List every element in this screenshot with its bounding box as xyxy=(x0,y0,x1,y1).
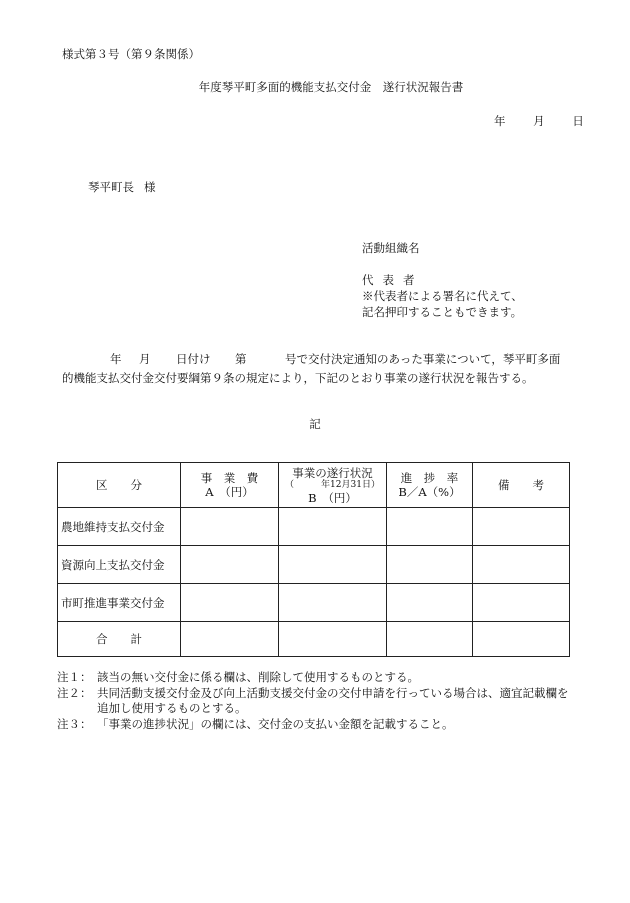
header-progress xyxy=(279,463,387,508)
org-name-label: 活動組織名 xyxy=(362,241,420,255)
note-item xyxy=(57,686,577,717)
note-label: 注２： xyxy=(57,685,92,700)
cell-cost[interactable] xyxy=(181,508,279,546)
header-remarks: 備 考 xyxy=(473,463,570,508)
table-row xyxy=(58,584,570,622)
cell-remarks[interactable] xyxy=(473,584,570,622)
representative-label: 代表者 xyxy=(362,273,424,287)
total-remarks[interactable] xyxy=(473,622,570,657)
header-progress-line3: B （円） xyxy=(308,490,357,505)
date-year: 年 xyxy=(494,114,506,128)
header-rate-line2: B／A（%） xyxy=(398,485,461,499)
cell-rate[interactable] xyxy=(387,584,473,622)
representative-note-2: 記名押印することもできます。 xyxy=(362,305,523,319)
row-category: 資源向上支払交付金 xyxy=(58,546,181,584)
note-label: 注３： xyxy=(57,716,92,731)
form-number: 様式第３号（第９条関係） xyxy=(62,47,200,61)
header-rate xyxy=(387,463,473,508)
header-cost-line2: A （円） xyxy=(205,485,254,499)
header-rate-line1: 進 捗 率 xyxy=(400,471,459,485)
body-line1-rest: 号で交付決定通知のあった事業について，琴平町多面 xyxy=(285,352,561,366)
row-category: 市町推進事業交付金 xyxy=(58,584,181,622)
table-row xyxy=(58,546,570,584)
table-total-row xyxy=(58,622,570,657)
header-category: 区 分 xyxy=(58,463,181,508)
progress-table xyxy=(57,462,570,657)
cell-progress[interactable] xyxy=(279,508,387,546)
body-line-1 xyxy=(62,351,560,367)
date-day: 日 xyxy=(572,114,584,128)
note-text: 「事業の進捗状況」の欄には、交付金の支払い金額を記載すること。 xyxy=(97,716,454,731)
cell-progress[interactable] xyxy=(279,584,387,622)
row-category: 農地維持支払交付金 xyxy=(58,508,181,546)
ki-heading: 記 xyxy=(309,417,321,431)
cell-rate[interactable] xyxy=(387,508,473,546)
cell-cost[interactable] xyxy=(181,546,279,584)
header-progress-line2: （ 年12月31日） xyxy=(285,479,380,490)
note-text: 該当の無い交付金に係る欄は、削除して使用するものとする。 xyxy=(97,670,419,684)
total-rate[interactable] xyxy=(387,622,473,657)
date-line xyxy=(494,113,584,129)
header-cost-line1: 事 業 費 xyxy=(200,471,259,485)
cell-remarks[interactable] xyxy=(473,546,570,584)
body-month: 月 xyxy=(139,352,151,366)
total-label: 合 計 xyxy=(58,622,181,657)
document-title: 年度琴平町多面的機能支払交付金 遂行状況報告書 xyxy=(198,80,464,94)
notes-section xyxy=(57,670,577,732)
header-cost xyxy=(181,463,279,508)
table-row xyxy=(58,508,570,546)
note-item xyxy=(57,717,577,733)
addressee xyxy=(88,179,156,195)
addressee-honorific: 様 xyxy=(144,180,156,194)
cell-progress[interactable] xyxy=(279,546,387,584)
note-item xyxy=(57,670,577,686)
body-line-2: 的機能支払交付金交付要綱第９条の規定により，下記のとおり事業の遂行状況を報告する。 xyxy=(62,371,534,385)
body-year: 年 xyxy=(110,352,122,366)
note-text: 共同活動支援交付金及び向上活動支援交付金の交付申請を行っている場合は、適宜記載欄を追加し使用するものとする。 xyxy=(97,685,569,715)
cell-rate[interactable] xyxy=(387,546,473,584)
table-header-row xyxy=(58,463,570,508)
cell-remarks[interactable] xyxy=(473,508,570,546)
header-progress-line1: 事業の遂行状況 xyxy=(292,465,373,480)
note-label: 注１： xyxy=(57,670,92,684)
total-progress[interactable] xyxy=(279,622,387,657)
addressee-name: 琴平町長 xyxy=(88,180,134,194)
total-cost[interactable] xyxy=(181,622,279,657)
cell-cost[interactable] xyxy=(181,584,279,622)
date-month: 月 xyxy=(533,114,545,128)
body-date-suffix: 日付け xyxy=(176,352,211,366)
body-dai: 第 xyxy=(235,352,247,366)
representative-note-1: ※代表者による署名に代えて、 xyxy=(362,289,523,303)
